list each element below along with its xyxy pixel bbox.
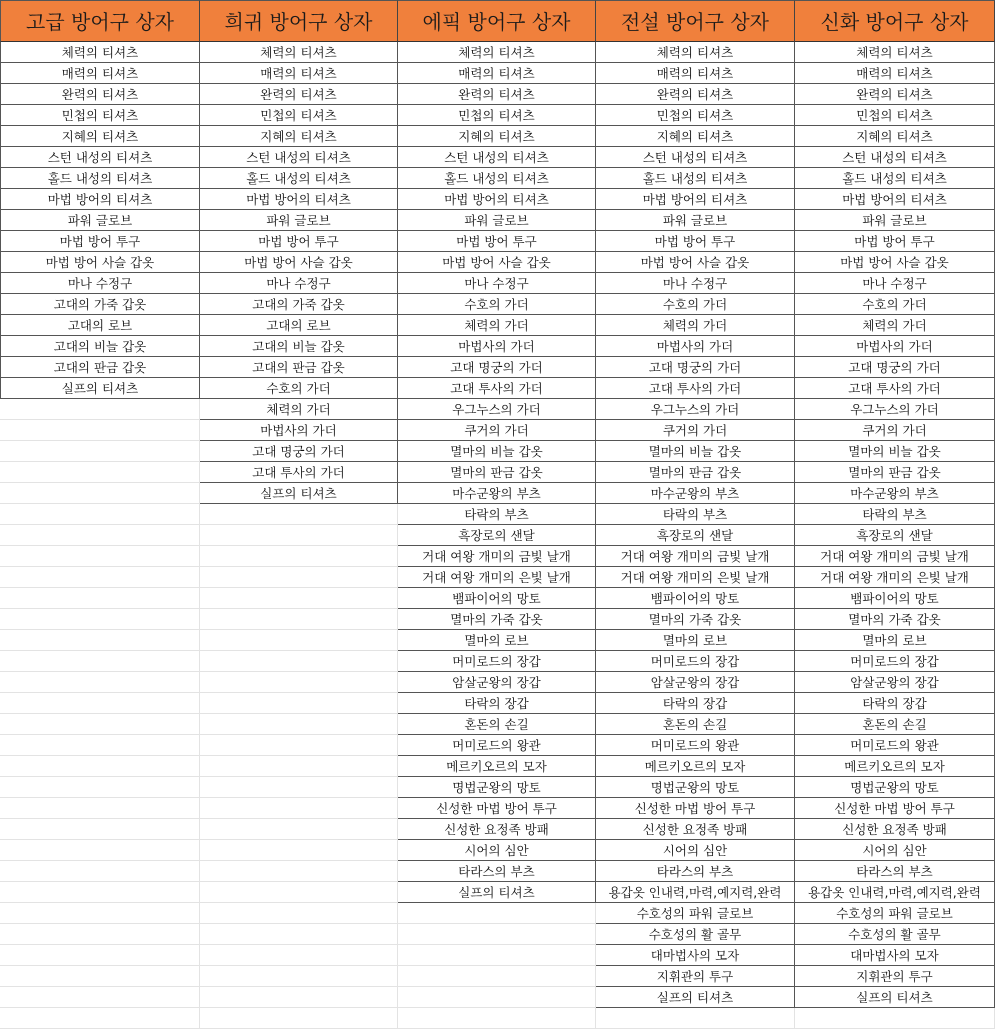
empty-cell[interactable] bbox=[0, 567, 200, 588]
empty-cell[interactable] bbox=[200, 945, 398, 966]
item-cell[interactable]: 거대 여왕 개미의 금빛 날개 bbox=[596, 546, 795, 567]
item-cell[interactable]: 머미로드의 왕관 bbox=[795, 735, 995, 756]
item-cell[interactable]: 고대의 판금 갑옷 bbox=[200, 357, 398, 378]
item-cell[interactable]: 마법 방어 투구 bbox=[596, 231, 795, 252]
empty-cell[interactable] bbox=[200, 672, 398, 693]
item-cell[interactable]: 타라스의 부츠 bbox=[398, 861, 596, 882]
empty-cell[interactable] bbox=[398, 903, 596, 924]
item-cell[interactable]: 메르키오르의 모자 bbox=[398, 756, 596, 777]
item-cell[interactable]: 마법 방어 투구 bbox=[200, 231, 398, 252]
item-cell[interactable]: 우그누스의 가더 bbox=[795, 399, 995, 420]
item-cell[interactable]: 스턴 내성의 티셔츠 bbox=[398, 147, 596, 168]
item-cell[interactable]: 신성한 요정족 방패 bbox=[795, 819, 995, 840]
item-cell[interactable]: 민첩의 티셔츠 bbox=[596, 105, 795, 126]
empty-cell[interactable] bbox=[200, 567, 398, 588]
item-cell[interactable]: 지혜의 티셔츠 bbox=[596, 126, 795, 147]
item-cell[interactable]: 고대의 가죽 갑옷 bbox=[200, 294, 398, 315]
item-cell[interactable]: 신성한 마법 방어 투구 bbox=[398, 798, 596, 819]
item-cell[interactable]: 대마법사의 모자 bbox=[795, 945, 995, 966]
empty-cell[interactable] bbox=[0, 861, 200, 882]
item-cell[interactable]: 마법 방어 사슬 갑옷 bbox=[398, 252, 596, 273]
empty-cell[interactable] bbox=[0, 399, 200, 420]
item-cell[interactable]: 완력의 티셔츠 bbox=[398, 84, 596, 105]
empty-cell[interactable] bbox=[200, 609, 398, 630]
item-cell[interactable]: 마수군왕의 부츠 bbox=[795, 483, 995, 504]
empty-cell[interactable] bbox=[200, 777, 398, 798]
item-cell[interactable]: 민첩의 티셔츠 bbox=[398, 105, 596, 126]
item-cell[interactable]: 파워 글로브 bbox=[0, 210, 200, 231]
empty-cell[interactable] bbox=[398, 945, 596, 966]
item-cell[interactable]: 고대의 로브 bbox=[0, 315, 200, 336]
item-cell[interactable]: 지혜의 티셔츠 bbox=[398, 126, 596, 147]
empty-cell[interactable] bbox=[398, 1008, 596, 1029]
column-header[interactable]: 전설 방어구 상자 bbox=[596, 0, 795, 42]
item-cell[interactable]: 스턴 내성의 티셔츠 bbox=[596, 147, 795, 168]
item-cell[interactable]: 실프의 티셔츠 bbox=[795, 987, 995, 1008]
item-cell[interactable]: 민첩의 티셔츠 bbox=[795, 105, 995, 126]
item-cell[interactable]: 수호의 가더 bbox=[596, 294, 795, 315]
item-cell[interactable]: 마나 수정구 bbox=[200, 273, 398, 294]
item-cell[interactable]: 우그누스의 가더 bbox=[596, 399, 795, 420]
item-cell[interactable]: 고대 명궁의 가더 bbox=[795, 357, 995, 378]
column-header[interactable]: 희귀 방어구 상자 bbox=[200, 0, 398, 42]
item-cell[interactable]: 마법사의 가더 bbox=[795, 336, 995, 357]
item-cell[interactable]: 뱀파이어의 망토 bbox=[596, 588, 795, 609]
item-cell[interactable]: 암살군왕의 장갑 bbox=[596, 672, 795, 693]
item-cell[interactable]: 지혜의 티셔츠 bbox=[795, 126, 995, 147]
item-cell[interactable]: 마나 수정구 bbox=[795, 273, 995, 294]
empty-cell[interactable] bbox=[0, 504, 200, 525]
item-cell[interactable]: 흑장로의 샌달 bbox=[398, 525, 596, 546]
item-cell[interactable]: 마법 방어 사슬 갑옷 bbox=[0, 252, 200, 273]
item-cell[interactable]: 지혜의 티셔츠 bbox=[0, 126, 200, 147]
column-header[interactable]: 고급 방어구 상자 bbox=[0, 0, 200, 42]
item-cell[interactable]: 신성한 요정족 방패 bbox=[596, 819, 795, 840]
item-cell[interactable]: 홀드 내성의 티셔츠 bbox=[795, 168, 995, 189]
item-cell[interactable]: 멸마의 판금 갑옷 bbox=[596, 462, 795, 483]
item-cell[interactable]: 수호성의 활 골무 bbox=[795, 924, 995, 945]
empty-cell[interactable] bbox=[200, 651, 398, 672]
item-cell[interactable]: 매력의 티셔츠 bbox=[596, 63, 795, 84]
item-cell[interactable]: 수호성의 활 골무 bbox=[596, 924, 795, 945]
item-cell[interactable]: 타라스의 부츠 bbox=[596, 861, 795, 882]
item-cell[interactable]: 거대 여왕 개미의 은빛 날개 bbox=[596, 567, 795, 588]
item-cell[interactable]: 타락의 장갑 bbox=[596, 693, 795, 714]
item-cell[interactable]: 멸마의 가죽 갑옷 bbox=[398, 609, 596, 630]
empty-cell[interactable] bbox=[0, 714, 200, 735]
item-cell[interactable]: 멸마의 가죽 갑옷 bbox=[596, 609, 795, 630]
item-cell[interactable]: 마법사의 가더 bbox=[200, 420, 398, 441]
item-cell[interactable]: 파워 글로브 bbox=[795, 210, 995, 231]
item-cell[interactable]: 거대 여왕 개미의 금빛 날개 bbox=[398, 546, 596, 567]
item-cell[interactable]: 마법사의 가더 bbox=[398, 336, 596, 357]
item-cell[interactable]: 매력의 티셔츠 bbox=[795, 63, 995, 84]
item-cell[interactable]: 고대 명궁의 가더 bbox=[200, 441, 398, 462]
item-cell[interactable]: 마법 방어 사슬 갑옷 bbox=[596, 252, 795, 273]
empty-cell[interactable] bbox=[200, 504, 398, 525]
empty-cell[interactable] bbox=[0, 882, 200, 903]
item-cell[interactable]: 실프의 티셔츠 bbox=[0, 378, 200, 399]
empty-cell[interactable] bbox=[596, 1008, 795, 1029]
empty-cell[interactable] bbox=[200, 1008, 398, 1029]
item-cell[interactable]: 명법군왕의 망토 bbox=[795, 777, 995, 798]
item-cell[interactable]: 흑장로의 샌달 bbox=[596, 525, 795, 546]
empty-cell[interactable] bbox=[0, 609, 200, 630]
item-cell[interactable]: 마법 방어 사슬 갑옷 bbox=[200, 252, 398, 273]
item-cell[interactable]: 파워 글로브 bbox=[200, 210, 398, 231]
item-cell[interactable]: 고대 투사의 가더 bbox=[398, 378, 596, 399]
item-cell[interactable]: 타락의 부츠 bbox=[398, 504, 596, 525]
item-cell[interactable]: 체력의 티셔츠 bbox=[200, 42, 398, 63]
item-cell[interactable]: 우그누스의 가더 bbox=[398, 399, 596, 420]
empty-cell[interactable] bbox=[200, 630, 398, 651]
item-cell[interactable]: 명법군왕의 망토 bbox=[398, 777, 596, 798]
item-cell[interactable]: 머미로드의 장갑 bbox=[398, 651, 596, 672]
empty-cell[interactable] bbox=[0, 798, 200, 819]
empty-cell[interactable] bbox=[200, 882, 398, 903]
empty-cell[interactable] bbox=[200, 546, 398, 567]
item-cell[interactable]: 체력의 티셔츠 bbox=[795, 42, 995, 63]
item-cell[interactable]: 파워 글로브 bbox=[398, 210, 596, 231]
item-cell[interactable]: 마법 방어 사슬 갑옷 bbox=[795, 252, 995, 273]
item-cell[interactable]: 고대의 판금 갑옷 bbox=[0, 357, 200, 378]
item-cell[interactable]: 체력의 가더 bbox=[596, 315, 795, 336]
empty-cell[interactable] bbox=[200, 987, 398, 1008]
item-cell[interactable]: 쿠거의 가더 bbox=[596, 420, 795, 441]
item-cell[interactable]: 고대 투사의 가더 bbox=[795, 378, 995, 399]
item-cell[interactable]: 마나 수정구 bbox=[596, 273, 795, 294]
item-cell[interactable]: 뱀파이어의 망토 bbox=[795, 588, 995, 609]
item-cell[interactable]: 대마법사의 모자 bbox=[596, 945, 795, 966]
item-cell[interactable]: 멸마의 가죽 갑옷 bbox=[795, 609, 995, 630]
empty-cell[interactable] bbox=[200, 693, 398, 714]
item-cell[interactable]: 완력의 티셔츠 bbox=[795, 84, 995, 105]
item-cell[interactable]: 마법 방어의 티셔츠 bbox=[200, 189, 398, 210]
item-cell[interactable]: 명법군왕의 망토 bbox=[596, 777, 795, 798]
item-cell[interactable]: 스턴 내성의 티셔츠 bbox=[795, 147, 995, 168]
empty-cell[interactable] bbox=[200, 861, 398, 882]
item-cell[interactable]: 홀드 내성의 티셔츠 bbox=[596, 168, 795, 189]
empty-cell[interactable] bbox=[200, 756, 398, 777]
empty-cell[interactable] bbox=[398, 966, 596, 987]
item-cell[interactable]: 혼돈의 손길 bbox=[795, 714, 995, 735]
item-cell[interactable]: 타락의 부츠 bbox=[596, 504, 795, 525]
empty-cell[interactable] bbox=[0, 483, 200, 504]
empty-cell[interactable] bbox=[0, 840, 200, 861]
empty-cell[interactable] bbox=[0, 546, 200, 567]
empty-cell[interactable] bbox=[0, 987, 200, 1008]
item-cell[interactable]: 타라스의 부츠 bbox=[795, 861, 995, 882]
item-cell[interactable]: 흑장로의 샌달 bbox=[795, 525, 995, 546]
item-cell[interactable]: 체력의 티셔츠 bbox=[596, 42, 795, 63]
item-cell[interactable]: 체력의 티셔츠 bbox=[0, 42, 200, 63]
item-cell[interactable]: 수호성의 파워 글로브 bbox=[795, 903, 995, 924]
item-cell[interactable]: 머미로드의 왕관 bbox=[398, 735, 596, 756]
empty-cell[interactable] bbox=[0, 672, 200, 693]
item-cell[interactable]: 고대의 로브 bbox=[200, 315, 398, 336]
item-cell[interactable]: 멸마의 판금 갑옷 bbox=[398, 462, 596, 483]
item-cell[interactable]: 타락의 장갑 bbox=[398, 693, 596, 714]
empty-cell[interactable] bbox=[0, 903, 200, 924]
item-cell[interactable]: 마법 방어의 티셔츠 bbox=[0, 189, 200, 210]
item-cell[interactable]: 혼돈의 손길 bbox=[596, 714, 795, 735]
item-cell[interactable]: 타락의 장갑 bbox=[795, 693, 995, 714]
empty-cell[interactable] bbox=[200, 525, 398, 546]
item-cell[interactable]: 완력의 티셔츠 bbox=[200, 84, 398, 105]
item-cell[interactable]: 지혜의 티셔츠 bbox=[200, 126, 398, 147]
empty-cell[interactable] bbox=[0, 945, 200, 966]
empty-cell[interactable] bbox=[200, 588, 398, 609]
item-cell[interactable]: 민첩의 티셔츠 bbox=[0, 105, 200, 126]
empty-cell[interactable] bbox=[200, 966, 398, 987]
empty-cell[interactable] bbox=[0, 966, 200, 987]
item-cell[interactable]: 멸마의 로브 bbox=[795, 630, 995, 651]
item-cell[interactable]: 마법사의 가더 bbox=[596, 336, 795, 357]
item-cell[interactable]: 체력의 티셔츠 bbox=[398, 42, 596, 63]
item-cell[interactable]: 수호의 가더 bbox=[200, 378, 398, 399]
item-cell[interactable]: 매력의 티셔츠 bbox=[200, 63, 398, 84]
item-cell[interactable]: 시어의 심안 bbox=[596, 840, 795, 861]
item-cell[interactable]: 매력의 티셔츠 bbox=[398, 63, 596, 84]
item-cell[interactable]: 수호의 가더 bbox=[795, 294, 995, 315]
item-cell[interactable]: 스턴 내성의 티셔츠 bbox=[0, 147, 200, 168]
item-cell[interactable]: 고대 명궁의 가더 bbox=[398, 357, 596, 378]
item-cell[interactable]: 거대 여왕 개미의 금빛 날개 bbox=[795, 546, 995, 567]
item-cell[interactable]: 완력의 티셔츠 bbox=[596, 84, 795, 105]
item-cell[interactable]: 시어의 심안 bbox=[398, 840, 596, 861]
empty-cell[interactable] bbox=[795, 1008, 995, 1029]
item-cell[interactable]: 완력의 티셔츠 bbox=[0, 84, 200, 105]
item-cell[interactable]: 쿠거의 가더 bbox=[398, 420, 596, 441]
item-cell[interactable]: 고대 명궁의 가더 bbox=[596, 357, 795, 378]
column-header[interactable]: 에픽 방어구 상자 bbox=[398, 0, 596, 42]
empty-cell[interactable] bbox=[200, 819, 398, 840]
item-cell[interactable]: 마법 방어 투구 bbox=[398, 231, 596, 252]
item-cell[interactable]: 신성한 마법 방어 투구 bbox=[795, 798, 995, 819]
empty-cell[interactable] bbox=[0, 441, 200, 462]
item-cell[interactable]: 멸마의 비늘 갑옷 bbox=[596, 441, 795, 462]
item-cell[interactable]: 파워 글로브 bbox=[596, 210, 795, 231]
item-cell[interactable]: 멸마의 로브 bbox=[596, 630, 795, 651]
empty-cell[interactable] bbox=[0, 630, 200, 651]
item-cell[interactable]: 고대의 가죽 갑옷 bbox=[0, 294, 200, 315]
item-cell[interactable]: 뱀파이어의 망토 bbox=[398, 588, 596, 609]
item-cell[interactable]: 거대 여왕 개미의 은빛 날개 bbox=[398, 567, 596, 588]
empty-cell[interactable] bbox=[0, 735, 200, 756]
empty-cell[interactable] bbox=[200, 798, 398, 819]
empty-cell[interactable] bbox=[0, 756, 200, 777]
empty-cell[interactable] bbox=[200, 714, 398, 735]
item-cell[interactable]: 실프의 티셔츠 bbox=[596, 987, 795, 1008]
item-cell[interactable]: 메르키오르의 모자 bbox=[795, 756, 995, 777]
empty-cell[interactable] bbox=[398, 924, 596, 945]
item-cell[interactable]: 체력의 가더 bbox=[200, 399, 398, 420]
empty-cell[interactable] bbox=[0, 1008, 200, 1029]
item-cell[interactable]: 머미로드의 왕관 bbox=[596, 735, 795, 756]
item-cell[interactable]: 암살군왕의 장갑 bbox=[795, 672, 995, 693]
item-cell[interactable]: 홀드 내성의 티셔츠 bbox=[200, 168, 398, 189]
item-cell[interactable]: 멸마의 비늘 갑옷 bbox=[795, 441, 995, 462]
item-cell[interactable]: 마나 수정구 bbox=[0, 273, 200, 294]
item-cell[interactable]: 머미로드의 장갑 bbox=[795, 651, 995, 672]
empty-cell[interactable] bbox=[0, 588, 200, 609]
item-cell[interactable]: 용갑옷 인내력,마력,예지력,완력 bbox=[795, 882, 995, 903]
item-cell[interactable]: 지휘관의 투구 bbox=[795, 966, 995, 987]
empty-cell[interactable] bbox=[0, 462, 200, 483]
item-cell[interactable]: 매력의 티셔츠 bbox=[0, 63, 200, 84]
empty-cell[interactable] bbox=[0, 819, 200, 840]
empty-cell[interactable] bbox=[398, 987, 596, 1008]
column-header[interactable]: 신화 방어구 상자 bbox=[795, 0, 995, 42]
item-cell[interactable]: 체력의 가더 bbox=[398, 315, 596, 336]
item-cell[interactable]: 마법 방어의 티셔츠 bbox=[795, 189, 995, 210]
item-cell[interactable]: 스턴 내성의 티셔츠 bbox=[200, 147, 398, 168]
empty-cell[interactable] bbox=[200, 735, 398, 756]
empty-cell[interactable] bbox=[0, 924, 200, 945]
item-cell[interactable]: 고대 투사의 가더 bbox=[596, 378, 795, 399]
item-cell[interactable]: 수호성의 파워 글로브 bbox=[596, 903, 795, 924]
item-cell[interactable]: 마법 방어의 티셔츠 bbox=[596, 189, 795, 210]
item-cell[interactable]: 홀드 내성의 티셔츠 bbox=[0, 168, 200, 189]
empty-cell[interactable] bbox=[0, 693, 200, 714]
item-cell[interactable]: 용갑옷 인내력,마력,예지력,완력 bbox=[596, 882, 795, 903]
item-cell[interactable]: 체력의 가더 bbox=[795, 315, 995, 336]
item-cell[interactable]: 홀드 내성의 티셔츠 bbox=[398, 168, 596, 189]
empty-cell[interactable] bbox=[200, 924, 398, 945]
empty-cell[interactable] bbox=[0, 525, 200, 546]
item-cell[interactable]: 암살군왕의 장갑 bbox=[398, 672, 596, 693]
empty-cell[interactable] bbox=[0, 420, 200, 441]
item-cell[interactable]: 타락의 부츠 bbox=[795, 504, 995, 525]
item-cell[interactable]: 메르키오르의 모자 bbox=[596, 756, 795, 777]
item-cell[interactable]: 혼돈의 손길 bbox=[398, 714, 596, 735]
item-cell[interactable]: 고대 투사의 가더 bbox=[200, 462, 398, 483]
item-cell[interactable]: 멸마의 로브 bbox=[398, 630, 596, 651]
item-cell[interactable]: 거대 여왕 개미의 은빛 날개 bbox=[795, 567, 995, 588]
item-cell[interactable]: 멸마의 비늘 갑옷 bbox=[398, 441, 596, 462]
empty-cell[interactable] bbox=[200, 840, 398, 861]
empty-cell[interactable] bbox=[0, 777, 200, 798]
item-cell[interactable]: 실프의 티셔츠 bbox=[200, 483, 398, 504]
item-cell[interactable]: 마수군왕의 부츠 bbox=[398, 483, 596, 504]
item-cell[interactable]: 신성한 요정족 방패 bbox=[398, 819, 596, 840]
item-cell[interactable]: 시어의 심안 bbox=[795, 840, 995, 861]
item-cell[interactable]: 쿠거의 가더 bbox=[795, 420, 995, 441]
item-cell[interactable]: 마수군왕의 부츠 bbox=[596, 483, 795, 504]
item-cell[interactable]: 머미로드의 장갑 bbox=[596, 651, 795, 672]
item-cell[interactable]: 민첩의 티셔츠 bbox=[200, 105, 398, 126]
item-cell[interactable]: 지휘관의 투구 bbox=[596, 966, 795, 987]
item-cell[interactable]: 고대의 비늘 갑옷 bbox=[0, 336, 200, 357]
item-cell[interactable]: 마나 수정구 bbox=[398, 273, 596, 294]
item-cell[interactable]: 신성한 마법 방어 투구 bbox=[596, 798, 795, 819]
item-cell[interactable]: 실프의 티셔츠 bbox=[398, 882, 596, 903]
empty-cell[interactable] bbox=[0, 651, 200, 672]
item-cell[interactable]: 마법 방어 투구 bbox=[0, 231, 200, 252]
item-cell[interactable]: 마법 방어의 티셔츠 bbox=[398, 189, 596, 210]
item-cell[interactable]: 수호의 가더 bbox=[398, 294, 596, 315]
item-cell[interactable]: 고대의 비늘 갑옷 bbox=[200, 336, 398, 357]
item-cell[interactable]: 마법 방어 투구 bbox=[795, 231, 995, 252]
empty-cell[interactable] bbox=[200, 903, 398, 924]
item-cell[interactable]: 멸마의 판금 갑옷 bbox=[795, 462, 995, 483]
